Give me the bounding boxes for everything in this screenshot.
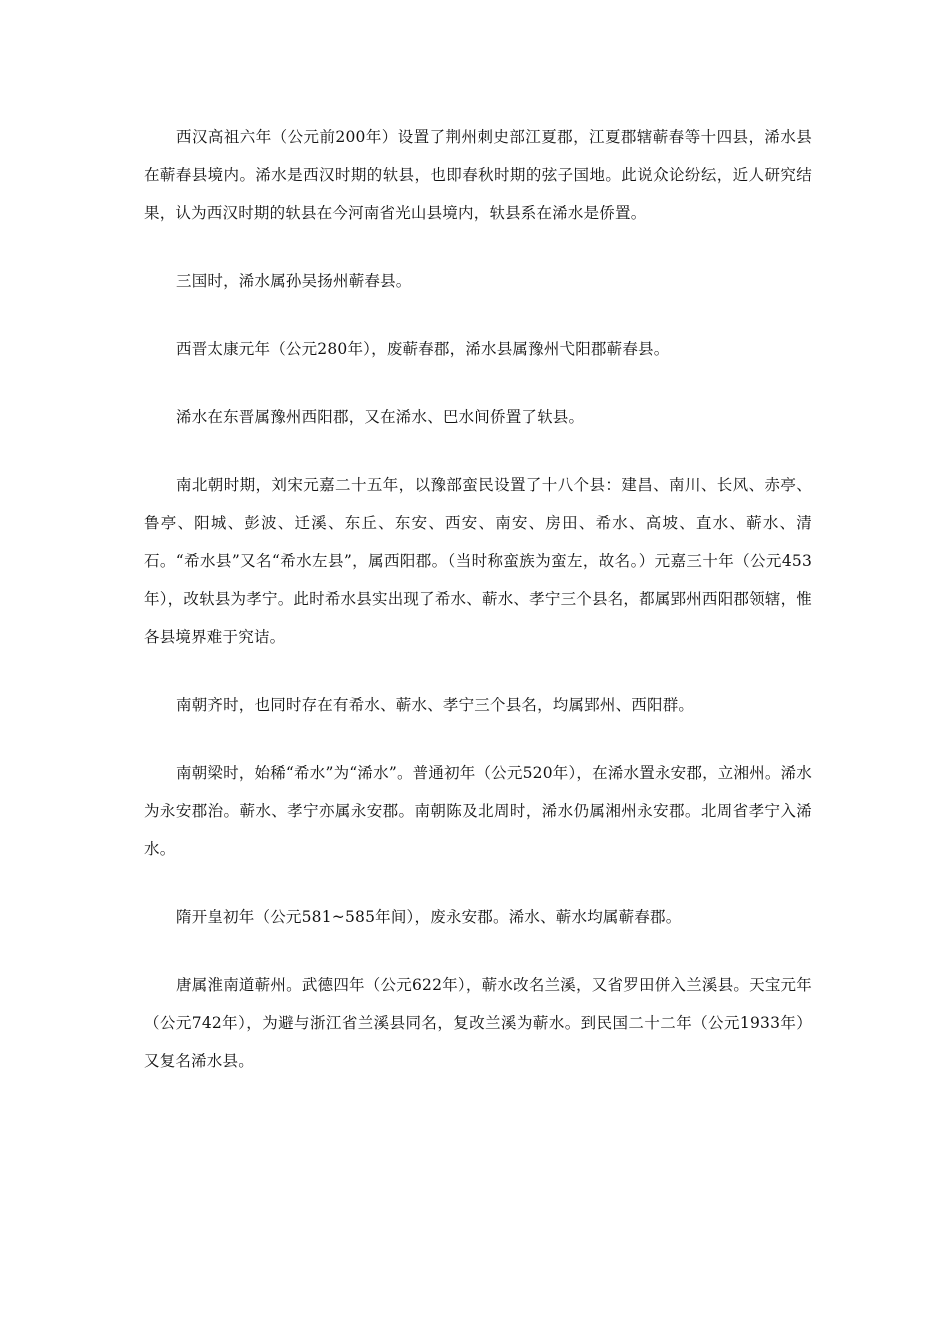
paragraph-southern-northern-dynasties: 南北朝时期，刘宋元嘉二十五年，以豫部蛮民设置了十八个县：建昌、南川、长风、赤亭、鲁亭、阳城、彭波、迁溪、东丘、东安、西安、南安、房田、希水、高坡、直水、蕲水、清石。“希水县”又名“希水左县”，属西阳郡。（当时称蛮族为蛮左，故名。）元嘉三十年（公元453年），改轪县为孝宁。此时希水县实出现了希水、蕲水、孝宁三个县名，都属郢州西阳郡领辖，惟各县境界难于究诘。 (144, 476, 812, 646)
paragraph-southern-liang: 南朝梁时，始稀“希水”为“浠水”。普通初年（公元520年），在浠水置永安郡，立湘州。浠水为永安郡治。蕲水、孝宁亦属永安郡。南朝陈及北周时，浠水仍属湘州永安郡。北周省孝宁入浠水。 (144, 764, 812, 858)
paragraph-western-jin: 西晋太康元年（公元280年），废蕲春郡，浠水县属豫州弋阳郡蕲春县。 (176, 340, 670, 358)
paragraph-eastern-jin: 浠水在东晋属豫州西阳郡，又在浠水、巴水间侨置了轪县。 (176, 408, 585, 426)
paragraph-three-kingdoms: 三国时，浠水属孙吴扬州蕲春县。 (176, 272, 412, 290)
paragraph-southern-qi: 南朝齐时，也同时存在有希水、蕲水、孝宁三个县名，均属郢州、西阳群。 (176, 696, 695, 714)
paragraph-western-han: 西汉高祖六年（公元前200年）设置了荆州刺史部江夏郡，江夏郡辖蕲春等十四县，浠水县在蕲春县境内。浠水是西汉时期的轪县，也即春秋时期的弦子国地。此说众论纷纭，近人研究结果，认为西汉时期的轪县在今河南省光山县境内，轪县系在浠水是侨置。 (144, 128, 812, 222)
paragraph-sui: 隋开皇初年（公元581~585年间），废永安郡。浠水、蕲水均属蕲春郡。 (176, 908, 682, 926)
paragraph-tang: 唐属淮南道蕲州。武德四年（公元622年），蕲水改名兰溪，又省罗田併入兰溪县。天宝元年（公元742年），为避与浙江省兰溪县同名，复改兰溪为蕲水。到民国二十二年（公元1933年）又复名浠水县。 (144, 976, 812, 1070)
document-body (144, 118, 812, 1110)
